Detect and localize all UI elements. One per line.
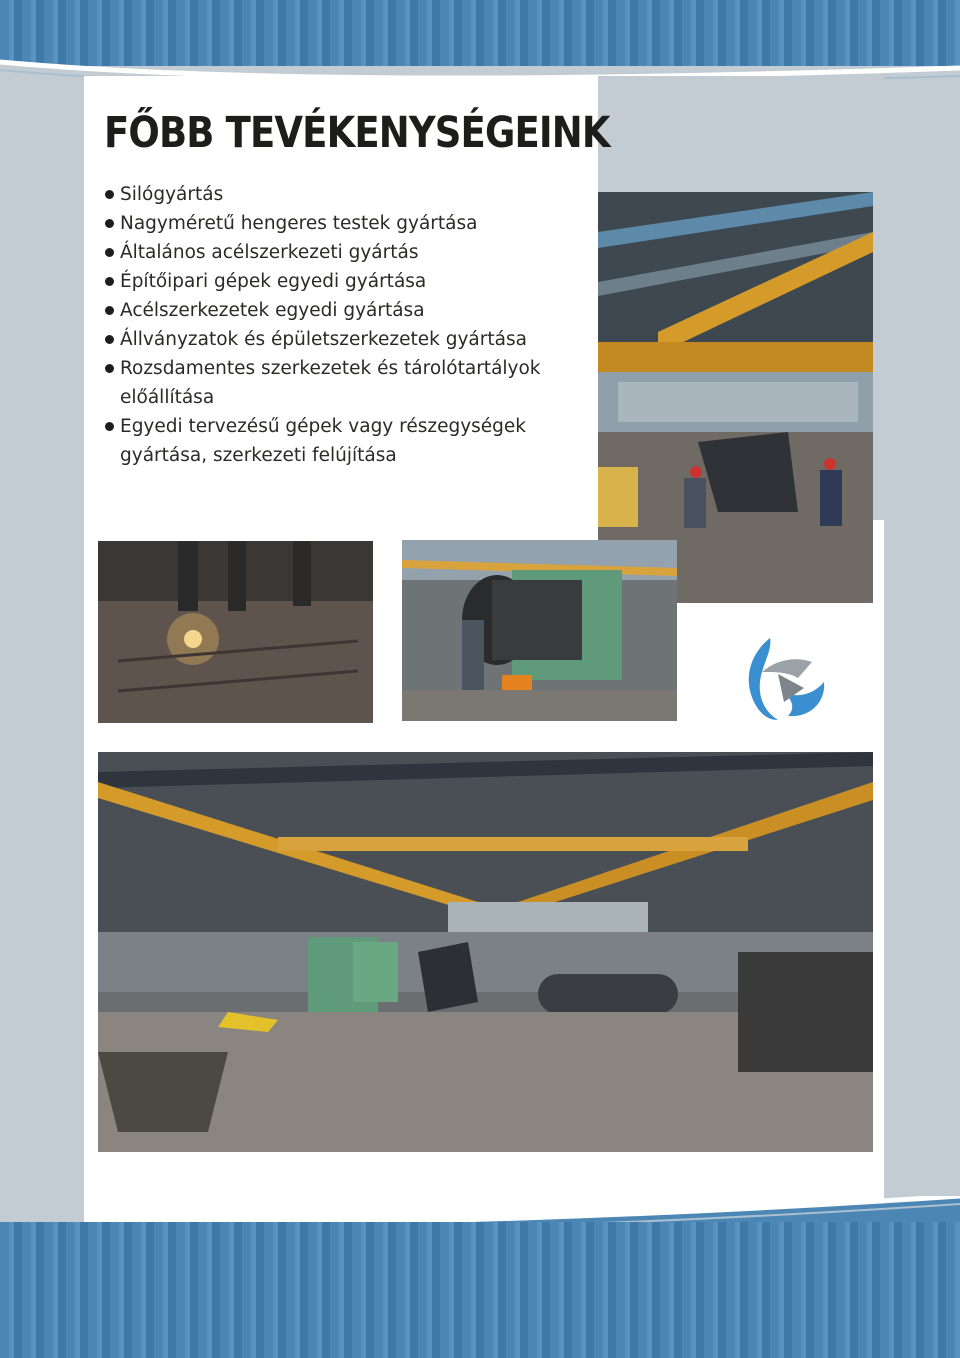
list-item: Acélszerkezetek egyedi gyártása [104, 296, 594, 325]
activity-list [104, 180, 594, 470]
list-item: Általános acélszerkezeti gyártás [104, 238, 594, 267]
plasma-cutting-photo [98, 541, 373, 723]
list-item: Egyedi tervezésű gépek vagy részegységek gyártása, szerkezeti felújítása [104, 412, 594, 470]
list-item: Állványzatok és épületszerkezetek gyártása [104, 325, 594, 354]
list-item: Nagyméretű hengeres testek gyártása [104, 209, 594, 238]
list-item: Rozsdamentes szerkezetek és tárolótartályok előállítása [104, 354, 594, 412]
page-title: FŐBB TEVÉKENYSÉGEINK [104, 108, 610, 158]
cylinder-rolling-photo [402, 540, 677, 721]
bottom-decorative-band [0, 1222, 960, 1358]
company-logo-icon [732, 632, 828, 722]
list-item: Silógyártás [104, 180, 594, 209]
production-hall-photo [98, 752, 873, 1152]
list-item: Építőipari gépek egyedi gyártása [104, 267, 594, 296]
